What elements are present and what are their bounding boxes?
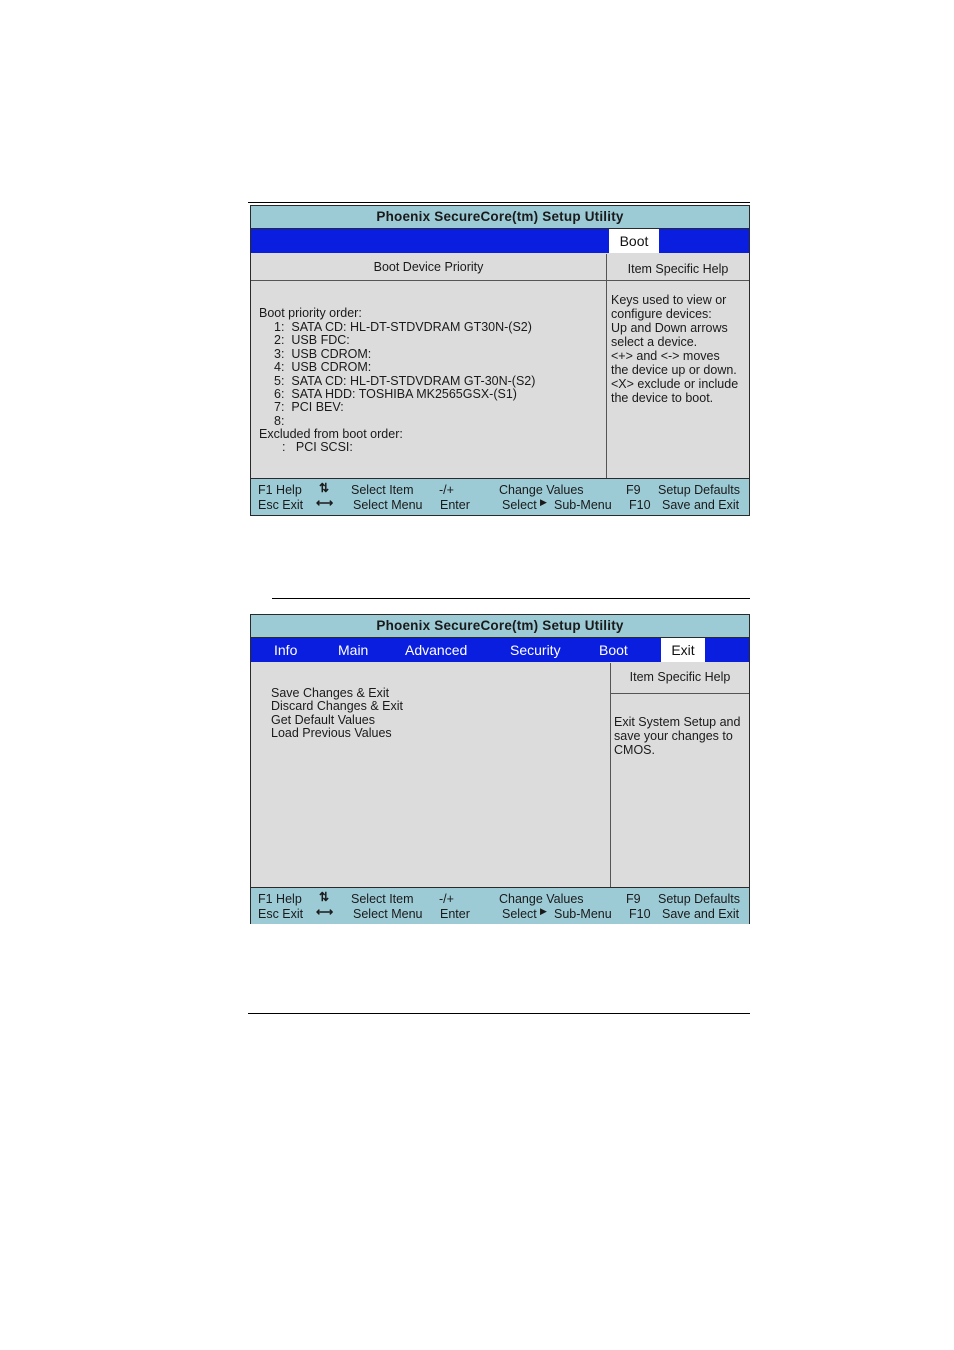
menu-bar [251, 229, 749, 253]
bios-exit-screen [250, 614, 750, 924]
menu-bar [251, 638, 749, 662]
left-right-arrows-icon: ⟷ [316, 496, 334, 510]
item-help-panel: Item Specific Help Keys used to view or configure devices: Up and Down arrows select a device. <+> and <-> moves the device up or down. <X> exclude or include the device to boot. [607, 254, 749, 478]
left-panel-header: Boot Device Priority [251, 254, 606, 281]
key-legend-footer: F1 Help Esc Exit ⇅ ⟷ Select Item Select Menu -/+ Enter Change Values Select ▶ Sub-Menu F9 F10 Setup Defaults Save and Exit [251, 478, 749, 515]
tab-security[interactable]: Security [510, 642, 561, 658]
right-triangle-icon: ▶ [540, 906, 547, 916]
esc-exit: Esc Exit [258, 498, 304, 512]
save-changes-exit[interactable]: Save Changes & Exit [271, 686, 390, 700]
key-legend-footer: F1 Help Esc Exit ⇅ ⟷ Select Item Select Menu -/+ Enter Change Values Select ▶ Sub-Menu F9 F10 Setup Defaults Save and Exit [251, 887, 749, 924]
up-down-arrows-icon: ⇅ [319, 481, 330, 495]
tab-info[interactable]: Info [274, 642, 298, 658]
list-item[interactable]: 8: [274, 413, 285, 428]
load-previous-values[interactable]: Load Previous Values [271, 726, 392, 741]
bios-boot-screen [250, 205, 750, 516]
top-rule-1 [248, 202, 750, 203]
right-triangle-icon: ▶ [540, 497, 547, 507]
f1-help: F1 Help [258, 892, 302, 906]
left-right-arrows-icon: ⟷ [316, 905, 334, 919]
tab-advanced[interactable]: Advanced [405, 642, 468, 658]
bios-title: Phoenix SecureCore(tm) Setup Utility [251, 206, 749, 229]
list-item[interactable]: 1: SATA CD: HL-DT-STDVDRAM GT30N-(S2) [274, 320, 532, 334]
esc-exit: Esc Exit [258, 907, 304, 921]
boot-order-label: Boot priority order: [259, 306, 362, 320]
get-default-values[interactable]: Get Default Values [271, 712, 375, 727]
tab-main[interactable]: Main [338, 642, 369, 658]
bottom-rule [248, 1013, 750, 1014]
tab-boot[interactable]: Boot [609, 229, 659, 253]
excluded-label: Excluded from boot order: [259, 427, 403, 441]
item-help-panel: Item Specific Help Exit System Setup and save your changes to CMOS. [611, 663, 749, 887]
top-rule-2 [272, 598, 750, 599]
up-down-arrows-icon: ⇅ [319, 890, 330, 904]
excluded-item[interactable]: : PCI SCSI: [282, 440, 353, 455]
bios-title: Phoenix SecureCore(tm) Setup Utility [251, 615, 749, 638]
tab-exit[interactable]: Exit [661, 638, 705, 662]
list-item[interactable]: 4: USB CDROM: [274, 360, 372, 375]
tab-boot[interactable]: Boot [599, 642, 628, 658]
right-panel-header: Item Specific Help [611, 663, 749, 694]
list-item[interactable]: 2: USB FDC: [274, 333, 350, 348]
discard-changes-exit[interactable]: Discard Changes & Exit [271, 699, 404, 714]
list-item[interactable]: 7: PCI BEV: [274, 400, 344, 415]
list-item[interactable]: 6: SATA HDD: TOSHIBA MK2565GSX-(S1) [274, 387, 517, 401]
list-item[interactable]: 3: USB CDROM: [274, 346, 372, 361]
right-panel-header: Item Specific Help [607, 254, 749, 281]
exit-options-panel [251, 663, 611, 887]
list-item[interactable]: 5: SATA CD: HL-DT-STDVDRAM GT-30N-(S2) [274, 373, 536, 388]
f1-help: F1 Help [258, 483, 302, 497]
boot-device-priority-panel [251, 254, 607, 478]
